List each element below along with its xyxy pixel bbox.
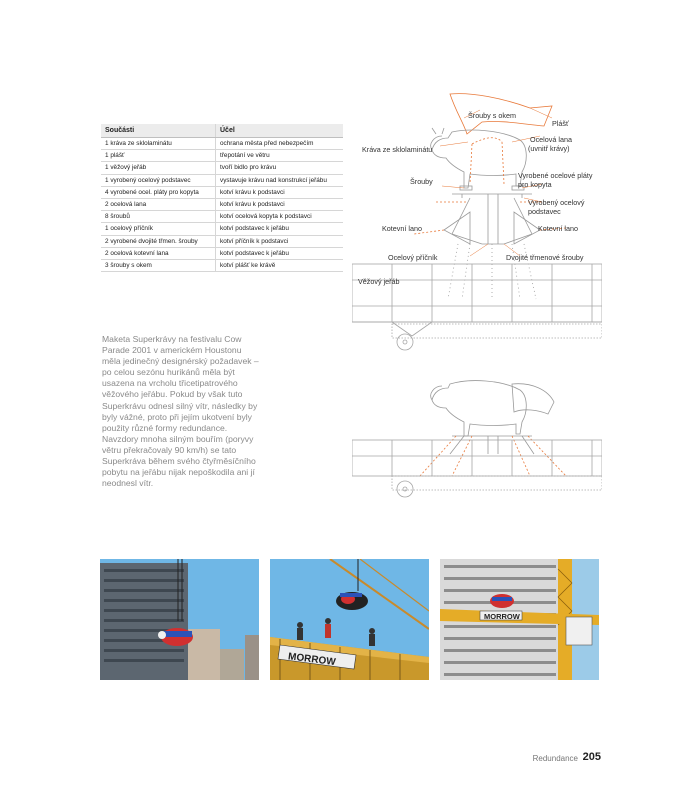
column-header-parts: Součásti bbox=[101, 124, 216, 138]
label-hoof-plates-2: pro kopyta bbox=[518, 180, 552, 189]
parts-table bbox=[101, 124, 343, 272]
label-cape: Plášť bbox=[552, 119, 569, 128]
label-cow: Kráva ze sklolaminátu bbox=[362, 145, 433, 154]
caption-paragraph: Maketa Superkrávy na festivalu Cow Parade 2001 v americkém Houstonu měla jedinečný designérský požadavek – po celou sezónu hurikánů měla být usazena na vrcholu třicetipatrového věžového jeřábu. Pokud by však tuto Superkrávu odnesl silný vítr, následky by byly vážné, proto při jejím ukotvení byly použity různé formy redundance. Navzdory mnoha silným bouřím (poryvy větru překračovaly 90 km/h) se tato Superkráva během svého čtyřměsíčního pobytu na jeřábu nijak nepoškodila ani jí neodnesl vítr. bbox=[102, 334, 259, 489]
cell-part: 4 vyrobené ocel. pláty pro kopyta bbox=[101, 186, 216, 198]
cell-purpose: kotví krávu k podstavci bbox=[216, 186, 344, 198]
cell-part: 1 ocelový příčník bbox=[101, 223, 216, 235]
cell-part: 2 ocelová lana bbox=[101, 199, 216, 211]
cell-purpose: kotví ocelová kopyta k podstavci bbox=[216, 211, 344, 223]
label-cables-inside: (uvnitř krávy) bbox=[528, 144, 570, 153]
cell-part: 2 ocelová kotevní lana bbox=[101, 247, 216, 259]
table-row bbox=[101, 247, 343, 259]
cell-part: 3 šrouby s okem bbox=[101, 260, 216, 272]
upper-drawing bbox=[414, 94, 566, 299]
cell-part: 1 věžový jeřáb bbox=[101, 162, 216, 174]
table-row bbox=[101, 235, 343, 247]
label-bolts: Šrouby bbox=[410, 177, 433, 186]
label-u-bolts: Dvojité třmenové šrouby bbox=[506, 253, 584, 262]
photo-cow-lifted-by-building bbox=[100, 559, 259, 680]
cell-purpose: kotví podstavec k jeřábu bbox=[216, 223, 344, 235]
cell-purpose: ochrana města před nebezpečím bbox=[216, 138, 344, 150]
gusset-plate bbox=[444, 212, 470, 244]
steel-stand bbox=[452, 194, 532, 244]
table-row bbox=[101, 211, 343, 223]
page-number: 205 bbox=[582, 751, 601, 763]
label-cables: Ocelová lana bbox=[530, 135, 572, 144]
footer-section-title: Redundance bbox=[532, 754, 578, 763]
label-stand-2: podstavec bbox=[528, 207, 561, 216]
internal-cables bbox=[470, 138, 504, 184]
cell-purpose: kotví podstavec k jeřábu bbox=[216, 247, 344, 259]
label-anchor-cable-right: Kotevní lano bbox=[538, 224, 578, 233]
cell-part: 8 šroubů bbox=[101, 211, 216, 223]
table-row bbox=[101, 150, 343, 162]
photo-crane-by-skyscraper bbox=[440, 559, 599, 680]
label-stand: Vyrobený ocelový bbox=[528, 198, 585, 207]
cow-outline bbox=[432, 130, 526, 188]
label-crossbeam: Ocelový příčník bbox=[388, 253, 438, 262]
cell-purpose: vystavuje krávu nad konstrukcí jeřábu bbox=[216, 174, 344, 186]
cell-purpose: kotví plášť ke krávě bbox=[216, 260, 344, 272]
table-row bbox=[101, 199, 343, 211]
label-anchor-cable-left: Kotevní lano bbox=[382, 224, 422, 233]
table-header-row bbox=[101, 124, 343, 138]
label-hoof-plates: Vyrobené ocelové pláty bbox=[518, 171, 593, 180]
label-tower-crane: Věžový jeřáb bbox=[358, 277, 400, 286]
sign-morrow: MORROW bbox=[287, 651, 337, 669]
supercow-anchoring-diagram bbox=[352, 84, 602, 504]
lower-drawing bbox=[420, 381, 566, 476]
table-body bbox=[101, 138, 343, 272]
cell-part: 1 vyrobený ocelový podstavec bbox=[101, 174, 216, 186]
cell-purpose: kotví příčník k podstavci bbox=[216, 235, 344, 247]
sign-morrow-3: MORROW bbox=[484, 612, 520, 621]
cell-purpose: třepotání ve větru bbox=[216, 150, 344, 162]
table-row bbox=[101, 174, 343, 186]
table-row bbox=[101, 223, 343, 235]
label-eye-bolts: Šrouby s okem bbox=[468, 111, 516, 120]
cape-outline-lower bbox=[512, 384, 554, 414]
table-row bbox=[101, 260, 343, 272]
cell-part: 1 kráva ze sklolaminátu bbox=[101, 138, 216, 150]
table-row bbox=[101, 186, 343, 198]
table-row bbox=[101, 138, 343, 150]
cell-part: 2 vyrobené dvojité třmen. šrouby bbox=[101, 235, 216, 247]
photo-cow-above-morrow-crane bbox=[270, 559, 429, 680]
crane-jib-lower bbox=[352, 440, 602, 497]
cell-purpose: tvoří bidlo pro krávu bbox=[216, 162, 344, 174]
stand-lower bbox=[450, 436, 534, 454]
cell-purpose: kotví krávu k podstavci bbox=[216, 199, 344, 211]
column-header-purpose: Účel bbox=[216, 124, 344, 138]
cell-part: 1 plášť bbox=[101, 150, 216, 162]
table-row bbox=[101, 162, 343, 174]
